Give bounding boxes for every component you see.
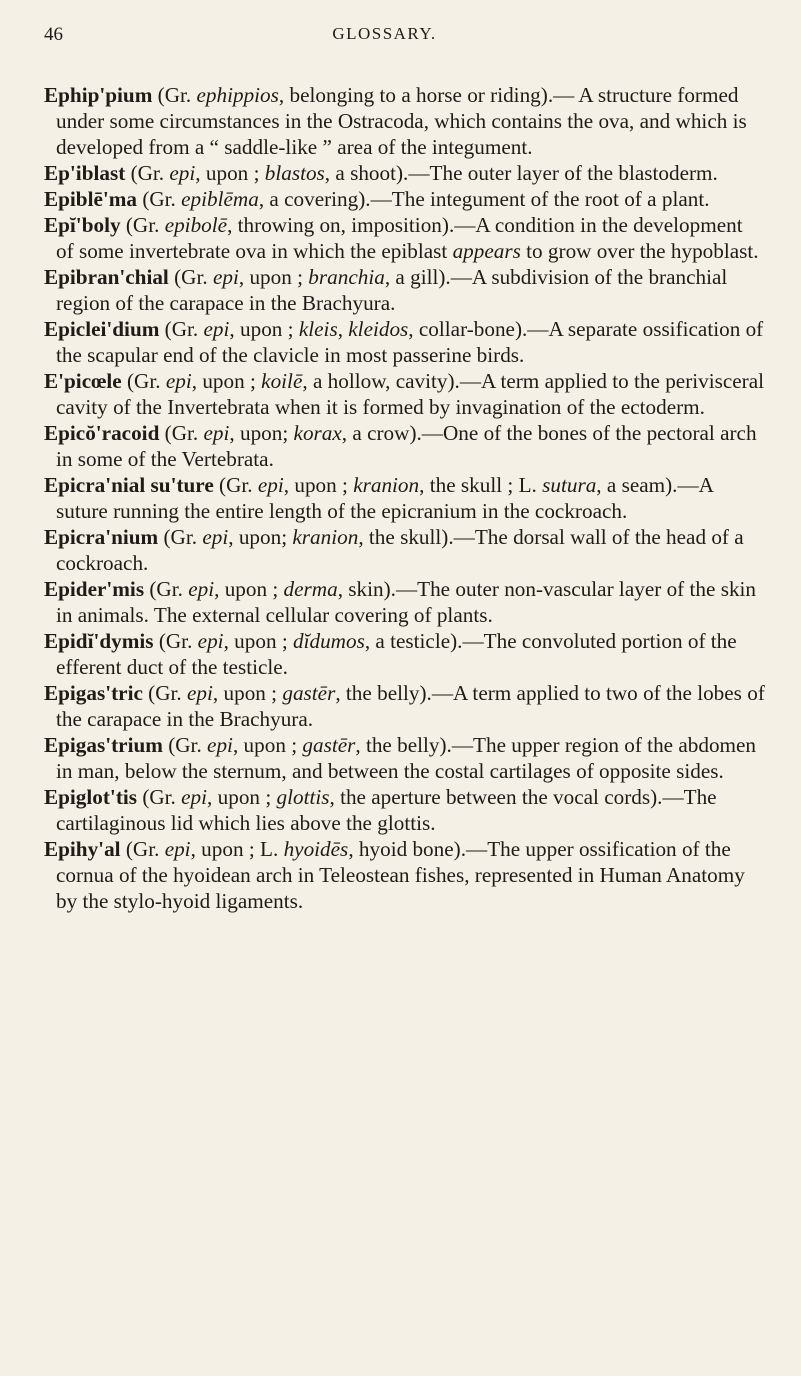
entry-etymon: epi bbox=[165, 369, 192, 393]
entry-headword: Epigas'tric bbox=[44, 681, 143, 705]
entry-etymon: epi bbox=[212, 265, 239, 289]
entry-text: , upon; bbox=[228, 525, 293, 549]
entry-etymon: epi bbox=[187, 681, 213, 705]
entry-text: (Gr. bbox=[213, 473, 258, 497]
entry-text: , skin).—The outer non-vascular layer of the skin in animals. The external cellular covering of plants. bbox=[56, 577, 757, 627]
entry-text: (Gr. bbox=[137, 187, 182, 211]
entry-text: , the skull).—The dorsal wall of the head of a cockroach. bbox=[56, 525, 744, 575]
glossary-entry bbox=[44, 524, 765, 576]
entry-text: , upon ; bbox=[214, 577, 284, 601]
entry-etymon: epi bbox=[188, 577, 215, 601]
glossary-entries bbox=[44, 82, 765, 914]
entry-etymon: epi bbox=[203, 421, 230, 445]
entry-text: , upon ; L. bbox=[190, 837, 284, 861]
entry-etymon: kranion bbox=[353, 473, 420, 497]
entry-text: to grow over the hypoblast. bbox=[520, 239, 759, 263]
glossary-entry bbox=[44, 82, 765, 160]
entry-text: , belonging to a horse or riding).— A structure formed under some circumstances in the Ostracoda, which contains the ova, and which is developed from a “ saddle-like ” area of the integument. bbox=[56, 83, 747, 159]
entry-etymon: epi bbox=[197, 629, 224, 653]
entry-text: (Gr. bbox=[121, 369, 166, 393]
glossary-entry bbox=[44, 784, 765, 836]
entry-text: (Gr. bbox=[153, 629, 198, 653]
entry-headword: Epihy'al bbox=[44, 837, 121, 861]
entry-headword: E'picœle bbox=[44, 369, 122, 393]
entry-text: (Gr. bbox=[120, 213, 165, 237]
entry-etymon: epi bbox=[164, 837, 191, 861]
entry-etymon: epi bbox=[181, 785, 208, 809]
entry-text: , upon ; bbox=[232, 733, 303, 757]
entry-text: , upon ; bbox=[212, 681, 283, 705]
entry-text: , a hollow, cavity).—A term applied to the perivisceral cavity of the Invertebrata when it is formed by invagination of the ectoderm. bbox=[56, 369, 765, 419]
entry-etymon: derma bbox=[283, 577, 338, 601]
glossary-entry bbox=[44, 680, 765, 732]
page-header bbox=[44, 20, 765, 60]
entry-text: , upon ; bbox=[191, 369, 262, 393]
entry-etymon: blastos bbox=[264, 161, 325, 185]
entry-headword: Epicra'nial su'ture bbox=[44, 473, 214, 497]
glossary-entry bbox=[44, 732, 765, 784]
glossary-entry bbox=[44, 316, 765, 368]
entry-headword: Epider'mis bbox=[44, 577, 145, 601]
entry-headword: Epicra'nium bbox=[44, 525, 159, 549]
glossary-entry bbox=[44, 186, 765, 212]
entry-etymon: gastēr bbox=[282, 681, 336, 705]
entry-etymon: branchia bbox=[308, 265, 385, 289]
glossary-entry bbox=[44, 212, 765, 264]
entry-etymon: epi bbox=[203, 317, 230, 341]
glossary-entry bbox=[44, 368, 765, 420]
entry-headword: Epiglot'tis bbox=[44, 785, 138, 809]
entry-etymon: epi bbox=[169, 161, 196, 185]
entry-text: , upon; bbox=[229, 421, 294, 445]
entry-text: (Gr. bbox=[159, 317, 204, 341]
glossary-entry bbox=[44, 160, 765, 186]
entry-text: , a crow).—One of the bones of the pectoral arch in some of the Vertebrata. bbox=[56, 421, 757, 471]
entry-text: , upon ; bbox=[207, 785, 277, 809]
entry-text: (Gr. bbox=[120, 837, 165, 861]
entry-headword: Epigas'trium bbox=[44, 733, 163, 757]
entry-headword: Epiclei'dium bbox=[44, 317, 160, 341]
entry-text: (Gr. bbox=[137, 785, 182, 809]
glossary-entry bbox=[44, 472, 765, 524]
entry-etymon: dĭdumos bbox=[293, 629, 365, 653]
entry-etymon: epi bbox=[257, 473, 284, 497]
entry-etymon: epiblēma bbox=[181, 187, 259, 211]
entry-etymon: koilē bbox=[261, 369, 303, 393]
entry-etymon: epi bbox=[207, 733, 233, 757]
entry-headword: Epiblē'ma bbox=[44, 187, 138, 211]
entry-text: , the belly).—The upper region of the abdomen in man, below the sternum, and between the costal cartilages of opposite sides. bbox=[56, 733, 757, 783]
entry-etymon: epibolē bbox=[164, 213, 228, 237]
glossary-entry bbox=[44, 264, 765, 316]
page-number: 46 bbox=[44, 24, 63, 45]
entry-etymon: gastēr bbox=[302, 733, 356, 757]
entry-headword: Epidĭ'dymis bbox=[44, 629, 154, 653]
glossary-entry bbox=[44, 836, 765, 914]
entry-text: , a testicle).—The convoluted portion of the efferent duct of the testicle. bbox=[56, 629, 737, 679]
entry-text: (Gr. bbox=[142, 681, 188, 705]
entry-text: , a shoot).—The outer layer of the blastoderm. bbox=[324, 161, 718, 185]
entry-etymon: kranion bbox=[292, 525, 359, 549]
entry-etymon: hyoidēs bbox=[283, 837, 349, 861]
entry-text: , collar-bone).—A separate ossification of the scapular end of the clavicle in most passerine birds. bbox=[56, 317, 764, 367]
running-head: GLOSSARY. bbox=[332, 24, 437, 43]
entry-etymon: glottis bbox=[276, 785, 330, 809]
entry-text: , upon ; bbox=[223, 629, 294, 653]
entry-text: (Gr. bbox=[158, 525, 203, 549]
entry-etymon: kleis bbox=[298, 317, 338, 341]
entry-etymon: sutura bbox=[542, 473, 597, 497]
glossary-entry bbox=[44, 420, 765, 472]
entry-text: (Gr. bbox=[152, 83, 197, 107]
entry-text: , upon ; bbox=[229, 317, 299, 341]
entry-headword: Epicŏ'racoid bbox=[44, 421, 160, 445]
entry-text: (Gr. bbox=[125, 161, 170, 185]
entry-text: (Gr. bbox=[159, 421, 204, 445]
entry-headword: Ephip'pium bbox=[44, 83, 153, 107]
entry-headword: Ep'iblast bbox=[44, 161, 126, 185]
entry-text: , upon ; bbox=[283, 473, 354, 497]
entry-text: , throwing on, imposition).—A condition in the development of some invertebrate ova in which the epiblast bbox=[56, 213, 743, 263]
entry-text: , bbox=[337, 317, 349, 341]
entry-etymon: appears bbox=[452, 239, 521, 263]
entry-text: , a covering).—The integument of the root of a plant. bbox=[258, 187, 710, 211]
entry-text: , upon ; bbox=[238, 265, 309, 289]
entry-text: (Gr. bbox=[144, 577, 189, 601]
entry-headword: Epibran'chial bbox=[44, 265, 169, 289]
entry-text: , the aperture between the vocal cords).—The cartilaginous lid which lies above the glottis. bbox=[56, 785, 717, 835]
entry-text: , a gill).—A subdivision of the branchial region of the carapace in the Brachyura. bbox=[56, 265, 728, 315]
entry-text: , the skull ; L. bbox=[419, 473, 543, 497]
glossary-entry bbox=[44, 628, 765, 680]
entry-headword: Epĭ'boly bbox=[44, 213, 121, 237]
entry-text: (Gr. bbox=[162, 733, 208, 757]
entry-etymon: korax bbox=[293, 421, 342, 445]
entry-text: , a seam).—A suture running the entire length of the epicranium in the cockroach. bbox=[56, 473, 713, 523]
entry-etymon: ephippios bbox=[196, 83, 279, 107]
entry-text: , hyoid bone).—The upper ossification of the cornua of the hyoidean arch in Teleostean fishes, represented in Human Anatomy by the stylo-hyoid ligaments. bbox=[56, 837, 745, 913]
entry-text: , the belly).—A term applied to two of the lobes of the carapace in the Brachyura. bbox=[56, 681, 765, 731]
entry-etymon: kleidos bbox=[348, 317, 409, 341]
entry-etymon: epi bbox=[202, 525, 229, 549]
entry-text: (Gr. bbox=[168, 265, 213, 289]
entry-text: , upon ; bbox=[195, 161, 265, 185]
glossary-entry bbox=[44, 576, 765, 628]
